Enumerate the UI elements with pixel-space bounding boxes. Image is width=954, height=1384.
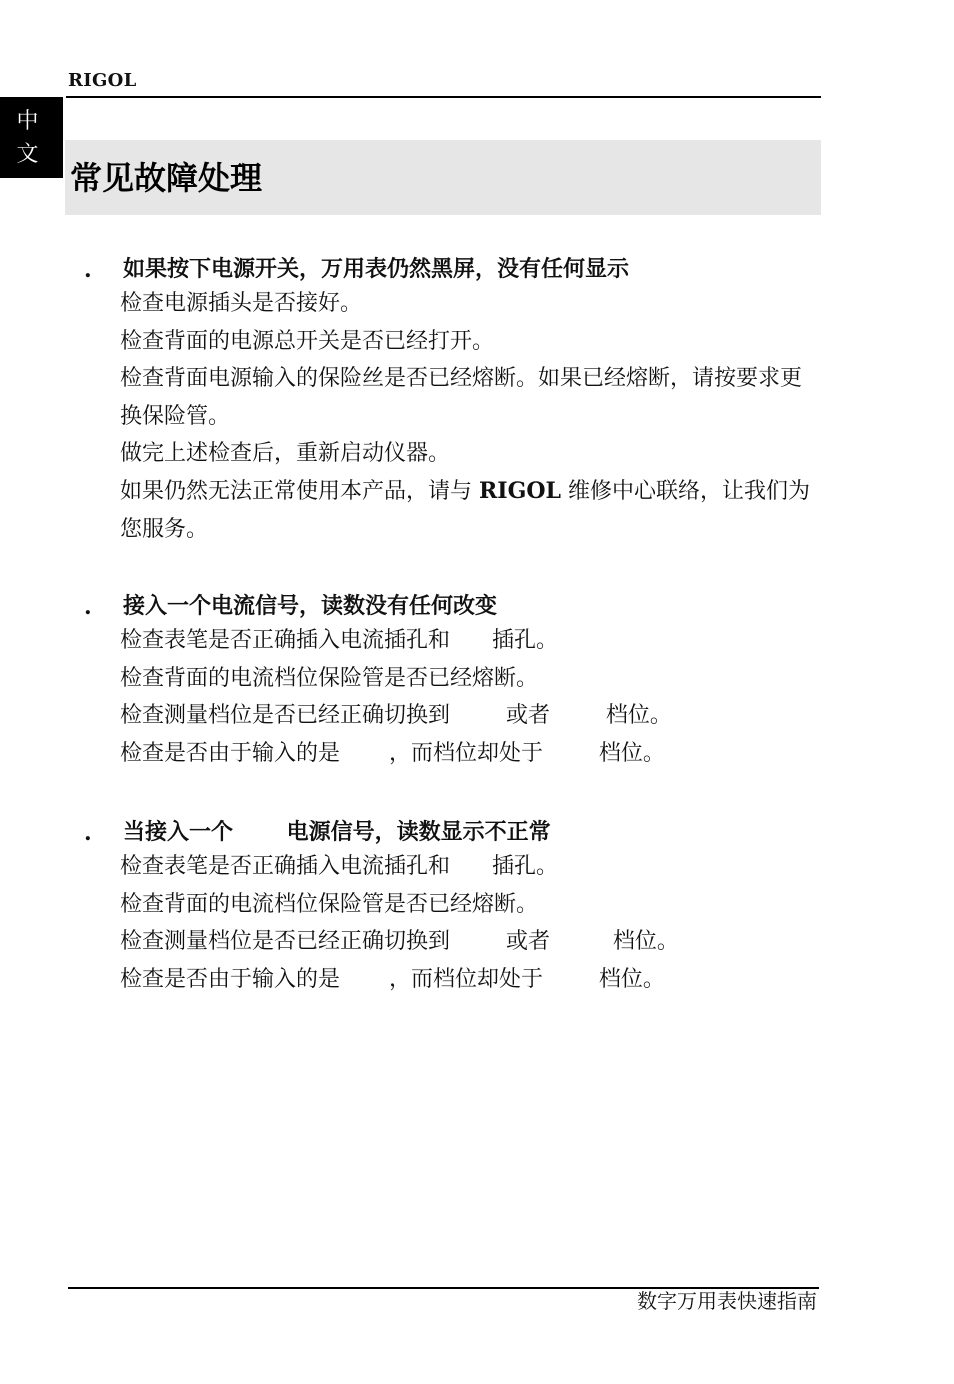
language-tab-line-2: 文 — [16, 141, 39, 167]
contact-text-before: 如果仍然无法正常使用本产品，请与 — [120, 478, 479, 504]
body-paragraph: 检查表笔是否正确插入电流插孔和 插孔。 — [120, 854, 558, 879]
body-paragraph: 检查背面的电源总开关是否已经打开。 — [120, 328, 495, 354]
section-heading: 当接入一个 电源信号，读数显示不正常 — [123, 820, 551, 845]
language-tab-line-1: 中 — [16, 108, 39, 134]
body-paragraph: 做完上述检查后，重新启动仪器。 — [120, 441, 451, 467]
section-body — [120, 622, 820, 772]
header-rule — [66, 96, 821, 98]
section-bullet: . — [84, 820, 92, 846]
body-paragraph: 检查是否由于输入的是 ，而档位却处于 档位。 — [120, 740, 665, 766]
section-body — [120, 848, 820, 998]
title-band — [65, 140, 821, 215]
section-heading: 接入一个电流信号，读数没有任何改变 — [123, 594, 498, 619]
body-paragraph: 检查是否由于输入的是 ，而档位却处于 档位。 — [120, 966, 665, 992]
body-paragraph: 检查背面的电流档位保险管是否已经熔断。 — [120, 665, 539, 691]
footer-title: 数字万用表快速指南 — [637, 1289, 817, 1313]
contact-text-after: 维修中心联络，让我们为您服务。 — [120, 478, 810, 542]
page-title: 常见故障处理 — [70, 159, 263, 197]
body-paragraph: 检查表笔是否正确插入电流插孔和 插孔。 — [120, 628, 558, 653]
section-heading: 如果按下电源开关，万用表仍然黑屏，没有任何显示 — [123, 257, 630, 282]
body-paragraph-contact — [120, 473, 820, 548]
body-paragraph: 检查背面电源输入的保险丝是否已经熔断。如果已经熔断，请按要求更换保险管。 — [120, 366, 803, 429]
body-paragraph: 检查背面的电流档位保险管是否已经熔断。 — [120, 891, 539, 917]
language-tab — [0, 97, 63, 178]
body-paragraph: 检查测量档位是否已经正确切换到 或者 档位。 — [120, 929, 679, 955]
section-body — [120, 285, 820, 548]
body-paragraph: 检查测量档位是否已经正确切换到 或者 档位。 — [120, 703, 672, 729]
section-bullet: . — [84, 594, 92, 620]
header-brand: RIGOL — [68, 70, 137, 91]
body-paragraph: 检查电源插头是否接好。 — [120, 291, 363, 316]
section-bullet: . — [84, 257, 92, 283]
contact-brand: RIGOL — [479, 477, 561, 504]
